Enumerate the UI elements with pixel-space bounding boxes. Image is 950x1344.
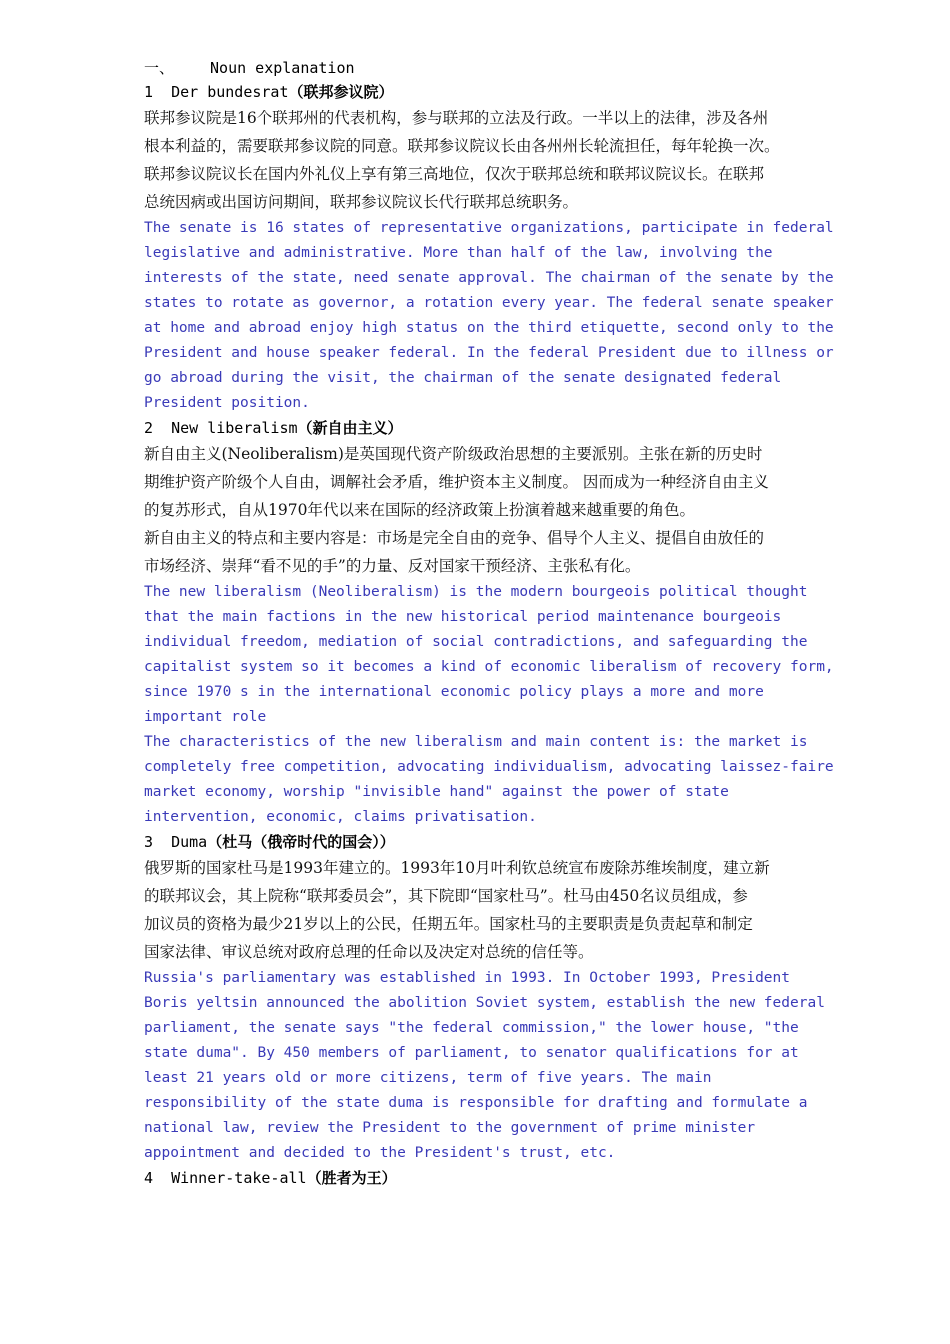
section-zh-text: [144, 440, 808, 580]
zh-line: 期维护资产阶级个人自由，调解社会矛盾，维护资本主义制度。 因而成为一种经济自由主义: [144, 473, 769, 491]
zh-line: 俄罗斯的国家杜马是1993年建立的。1993年10月叶利钦总统宣布废除苏维埃制度，建立新: [144, 859, 770, 877]
en-line: President and house speaker federal. In the federal President due to illness or: [144, 345, 834, 361]
en-line: Boris yeltsin announced the abolition Soviet system, establish the new federal: [144, 995, 825, 1011]
en-line: completely free competition, advocating individualism, advocating laissez-faire: [144, 759, 834, 775]
section-term-zh: （新自由主义）: [297, 419, 403, 437]
document-page: [144, 56, 834, 1190]
section-title: [144, 416, 808, 440]
section-en-text: [144, 966, 825, 1166]
en-line: The characteristics of the new liberalism and main content is: the market is: [144, 734, 808, 750]
zh-line: 新自由主义的特点和主要内容是：市场是完全自由的竞争、倡导个人主义、提倡自由放任的: [144, 529, 765, 547]
section-1: [144, 80, 834, 416]
section-number: 4: [144, 1169, 154, 1187]
section-en-text: [144, 216, 834, 416]
en-line: parliament, the senate says "the federal commission," the lower house, "the: [144, 1020, 799, 1036]
section-4: [144, 1166, 808, 1190]
section-number: 2: [144, 419, 154, 437]
en-line: states to rotate as governor, a rotation every year. The federal senate speaker: [144, 295, 834, 311]
zh-line: 国家法律、审议总统对政府总理的任命以及决定对总统的信任等。: [144, 943, 594, 961]
section-title: [144, 80, 808, 104]
zh-line: 的联邦议会，其上院称“联邦委员会”，其下院即“国家杜马”。杜马由450名议员组成，参: [144, 887, 748, 905]
zh-line: 新自由主义(Neoliberalism)是英国现代资产阶级政治思想的主要派别。主张在新的历史时: [144, 445, 763, 463]
zh-line: 总统因病或出国访问期间，联邦参议院议长代行联邦总统职务。: [144, 193, 579, 211]
section-2: [144, 416, 834, 830]
heading-number: 一、: [144, 59, 175, 77]
section-zh-text: [144, 854, 808, 966]
en-line: interests of the state, need senate approval. The chairman of the senate by the: [144, 270, 834, 286]
en-line: state duma". By 450 members of parliament, to senator qualifications for at: [144, 1045, 799, 1061]
zh-line: 市场经济、崇拜“看不见的手”的力量、反对国家干预经济、主张私有化。: [144, 557, 641, 575]
zh-line: 联邦参议院议长在国内外礼仪上享有第三高地位，仅次于联邦总统和联邦议院议长。在联邦: [144, 165, 765, 183]
en-line: since 1970 s in the international economic policy plays a more and more: [144, 684, 764, 700]
en-line: appointment and decided to the President's trust, etc.: [144, 1145, 616, 1161]
en-line: capitalist system so it becomes a kind of economic liberalism of recovery form,: [144, 659, 834, 675]
section-term: Der bundesrat: [171, 83, 289, 101]
en-line: The new liberalism (Neoliberalism) is the modern bourgeois political thought: [144, 584, 808, 600]
section-title: [144, 830, 808, 854]
en-line: legislative and administrative. More than half of the law, involving the: [144, 245, 773, 261]
heading-title: Noun explanation: [210, 59, 355, 77]
en-line: at home and abroad enjoy high status on the third etiquette, second only to the: [144, 320, 834, 336]
section-title: [144, 1166, 808, 1190]
en-line: individual freedom, mediation of social contradictions, and safeguarding the: [144, 634, 808, 650]
en-line: that the main factions in the new historical period maintenance bourgeois: [144, 609, 782, 625]
section-zh-text: [144, 104, 808, 216]
en-line: responsibility of the state duma is responsible for drafting and formulate a: [144, 1095, 808, 1111]
en-line: Russia's parliamentary was established in 1993. In October 1993, President: [144, 970, 791, 986]
section-3: [144, 830, 825, 1166]
section-number: 1: [144, 83, 154, 101]
section-term-zh: （杜马（俄帝时代的国会））: [207, 833, 395, 851]
zh-line: 根本利益的，需要联邦参议院的同意。联邦参议院议长由各州州长轮流担任，每年轮换一次。: [144, 137, 780, 155]
section-term-zh: （胜者为王）: [306, 1169, 397, 1187]
en-line: least 21 years old or more citizens, term of five years. The main: [144, 1070, 712, 1086]
en-line: go abroad during the visit, the chairman of the senate designated federal: [144, 370, 782, 386]
en-line: President position.: [144, 395, 310, 411]
en-line: market economy, worship "invisible hand" against the power of state: [144, 784, 729, 800]
zh-line: 加议员的资格为最少21岁以上的公民，任期五年。国家杜马的主要职责是负责起草和制定: [144, 915, 753, 933]
section-term-zh: （联邦参议院）: [288, 83, 394, 101]
en-line: intervention, economic, claims privatisation.: [144, 809, 537, 825]
en-line: The senate is 16 states of representative organizations, participate in federal: [144, 220, 834, 236]
en-line: important role: [144, 709, 267, 725]
section-term: New liberalism: [171, 419, 298, 437]
section-term: Winner-take-all: [171, 1169, 307, 1187]
section-number: 3: [144, 833, 154, 851]
zh-line: 的复苏形式，自从1970年代以来在国际的经济政策上扮演着越来越重要的角色。: [144, 501, 695, 519]
section-en-text: [144, 580, 834, 830]
zh-line: 联邦参议院是16个联邦州的代表机构，参与联邦的立法及行政。一半以上的法律，涉及各州: [144, 109, 769, 127]
main-heading: [144, 56, 808, 80]
en-line: national law, review the President to the government of prime minister: [144, 1120, 756, 1136]
section-term: Duma: [171, 833, 208, 851]
